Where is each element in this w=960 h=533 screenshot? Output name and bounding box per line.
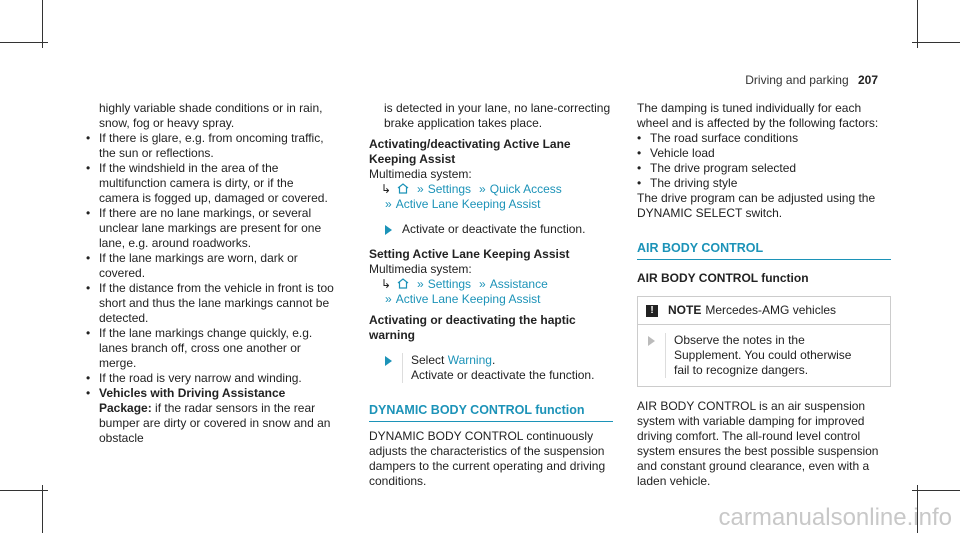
crop-mark bbox=[42, 0, 43, 48]
menu-active-lane-keeping-assist[interactable]: Active Lane Keeping Assist bbox=[395, 292, 541, 306]
chevron-icon: » bbox=[479, 182, 486, 196]
bullet-list bbox=[86, 131, 334, 446]
action-text: Activate or deactivate the function. bbox=[402, 222, 586, 236]
chevron-icon: » bbox=[417, 182, 424, 196]
bullet-icon: • bbox=[86, 131, 91, 145]
exclamation-icon: ! bbox=[646, 305, 658, 317]
menu-path bbox=[381, 277, 613, 307]
body-text: DYNAMIC BODY CONTROL continuously adjusts the characteristics of the suspension dampers to the current operating and driving conditions. bbox=[369, 429, 606, 488]
chevron-icon: » bbox=[385, 197, 392, 211]
list-item: • Vehicles with Driving Assistance Package: if the radar sensors in the rear bumper are dirty or covered in snow and an obstacle bbox=[86, 386, 331, 445]
bullet-list bbox=[637, 131, 891, 191]
bullet-icon: • bbox=[637, 176, 642, 190]
watermark: carmanualsonline.info bbox=[718, 504, 952, 531]
crop-mark bbox=[912, 490, 960, 491]
chevron-icon: » bbox=[385, 292, 392, 306]
list-item: • If there are no lane markings, or several unclear lane markings are present for one lane, e.g. around roadworks. bbox=[86, 206, 322, 250]
running-header bbox=[745, 73, 878, 88]
section-title: DYNAMIC BODY CONTROL function bbox=[369, 403, 613, 422]
list-item: • If the lane markings change quickly, e.g. lanes branch off, cross one another or merge. bbox=[86, 326, 313, 370]
bullet-icon: • bbox=[637, 146, 642, 160]
column-3 bbox=[637, 101, 891, 489]
menu-settings[interactable]: Settings bbox=[427, 182, 472, 196]
action-text: Activate or deactivate the function. bbox=[411, 368, 595, 382]
body-text: AIR BODY CONTROL is an air suspension system with variable damping for improved driving comfort. The all-round level control system ensures the best possible suspension and constant ground clearance, even with a laden vehicle. bbox=[637, 399, 879, 488]
list-item: • If the windshield in the area of the multifunction camera is dirty, or if the camera is fogged up, damaged or covered. bbox=[86, 161, 328, 205]
heading-haptic: Activating or deactivating the haptic warning bbox=[369, 313, 576, 342]
intro-text: The damping is tuned individually for each wheel and is affected by the following factors: bbox=[637, 101, 879, 130]
bullet-icon: • bbox=[86, 251, 91, 265]
bullet-icon: • bbox=[86, 326, 91, 340]
note-body: Observe the notes in the Supplement. You could otherwise fail to recognize dangers. bbox=[665, 333, 864, 378]
heading-setting: Setting Active Lane Keeping Assist bbox=[369, 247, 570, 261]
multimedia-label: Multimedia system: bbox=[369, 167, 472, 181]
crop-mark bbox=[0, 42, 48, 43]
menu-quick-access[interactable]: Quick Access bbox=[489, 182, 562, 196]
list-item: • The driving style bbox=[637, 176, 738, 190]
menu-path bbox=[381, 182, 613, 212]
intro-text: highly variable shade conditions or in rain, snow, fog or heavy spray. bbox=[99, 101, 323, 130]
bullet-icon: • bbox=[637, 161, 642, 175]
note-header bbox=[638, 297, 890, 324]
list-item: • If the distance from the vehicle in front is too short and thus the lane markings cannot be detected. bbox=[86, 281, 334, 325]
crop-mark bbox=[912, 42, 960, 43]
body-text: The drive program can be adjusted using the DYNAMIC SELECT switch. bbox=[637, 191, 876, 220]
list-item: • The road surface conditions bbox=[637, 131, 799, 145]
chevron-icon: » bbox=[479, 277, 486, 291]
list-item: • The drive program selected bbox=[637, 161, 797, 175]
list-item: • If the lane markings are worn, dark or covered. bbox=[86, 251, 298, 280]
column-1 bbox=[86, 101, 334, 446]
bold-label: Vehicles with Driving Assistance Package: bbox=[99, 386, 286, 415]
multimedia-label: Multimedia system: bbox=[369, 262, 472, 276]
menu-active-lane-keeping-assist[interactable]: Active Lane Keeping Assist bbox=[395, 197, 541, 211]
home-icon bbox=[397, 183, 409, 194]
heading-activating: Activating/deactivating Active Lane Keeping Assist bbox=[369, 137, 571, 166]
list-item: • If there is glare, e.g. from oncoming traffic, the sun or reflections. bbox=[86, 131, 324, 160]
note-action bbox=[648, 333, 882, 378]
bullet-icon: • bbox=[86, 206, 91, 220]
crop-mark bbox=[0, 490, 48, 491]
arrow-icon: ↳ bbox=[381, 277, 392, 291]
section-title: AIR BODY CONTROL bbox=[637, 241, 891, 260]
chevron-icon: » bbox=[417, 277, 424, 291]
bullet-icon: • bbox=[637, 131, 642, 145]
arrow-icon: ↳ bbox=[381, 182, 392, 196]
list-item: • If the road is very narrow and winding. bbox=[86, 371, 302, 385]
page-number: 207 bbox=[857, 73, 878, 87]
chapter-title: Driving and parking bbox=[745, 73, 849, 87]
continued-text: is detected in your lane, no lane-correcting brake application takes place. bbox=[384, 101, 611, 130]
bullet-icon: • bbox=[86, 161, 91, 175]
note-title: Mercedes-AMG vehicles bbox=[705, 303, 837, 317]
action-arrow-icon bbox=[385, 356, 392, 366]
action-arrow-icon bbox=[385, 225, 392, 235]
menu-assistance[interactable]: Assistance bbox=[489, 277, 548, 291]
menu-settings[interactable]: Settings bbox=[427, 277, 472, 291]
home-icon bbox=[397, 278, 409, 289]
action-step: Select Warning. Activate or deactivate the function. bbox=[385, 353, 613, 383]
link-warning[interactable]: Warning bbox=[447, 353, 492, 367]
column-2 bbox=[369, 101, 613, 489]
bullet-icon: • bbox=[86, 281, 91, 295]
list-item: • Vehicle load bbox=[637, 146, 715, 160]
bullet-icon: • bbox=[86, 371, 91, 385]
action-step bbox=[385, 222, 613, 237]
bullet-icon: • bbox=[86, 386, 91, 400]
note-label: NOTE bbox=[668, 303, 702, 317]
crop-mark bbox=[917, 0, 918, 48]
crop-mark bbox=[42, 485, 43, 533]
action-arrow-icon bbox=[648, 336, 655, 346]
note-box bbox=[637, 296, 891, 387]
heading-function: AIR BODY CONTROL function bbox=[637, 271, 809, 285]
